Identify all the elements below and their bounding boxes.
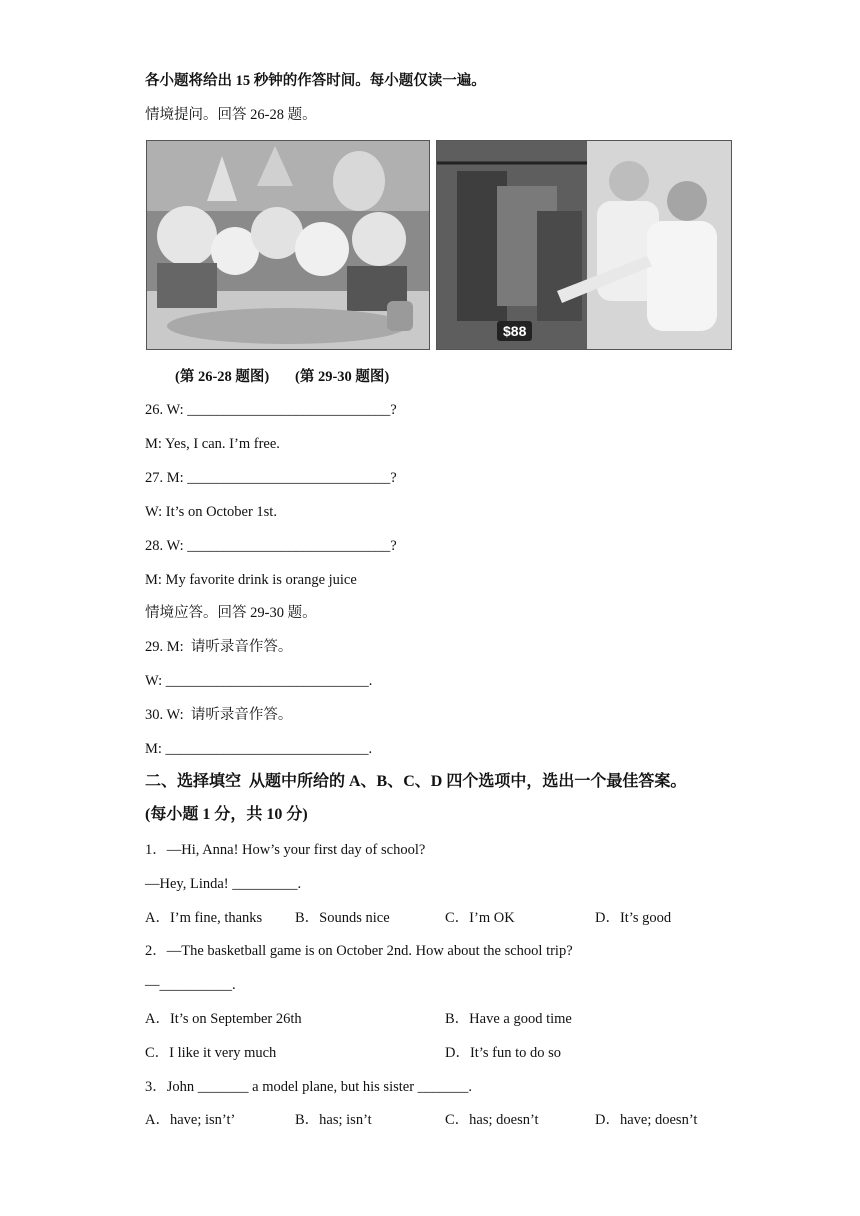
q3-option-c: C．has; doesn’t: [445, 1112, 539, 1128]
q30-prompt: 30. W: 请听录音作答。: [145, 707, 293, 723]
section-2-subtitle: (每小题 1 分，共 10 分): [145, 806, 308, 823]
birthday-party-photo: [146, 140, 430, 350]
q28-prompt: 28. W: ____________________________?: [145, 538, 397, 554]
price-tag: $88: [497, 321, 532, 341]
q2-stem-reply: —__________.: [145, 977, 236, 993]
q2-option-d: D．It’s fun to do so: [445, 1045, 561, 1061]
clothing-shop-photo: [436, 140, 732, 350]
q1-option-a: A．I’m fine, thanks: [145, 910, 263, 926]
context-line-26-28: 情境提问。回答 26-28 题。: [145, 107, 317, 123]
q3-option-a: A．have; isn’t’: [145, 1112, 236, 1128]
context-line-29-30: 情境应答。回答 29-30 题。: [145, 605, 317, 621]
q30-reply: M: ____________________________.: [145, 741, 373, 757]
q2-option-c: C．I like it very much: [145, 1045, 277, 1061]
q28-reply: M: My favorite drink is orange juice: [145, 572, 357, 588]
q27-prompt: 27. M: ____________________________?: [145, 470, 397, 486]
q2-option-a: A．It’s on September 26th: [145, 1011, 302, 1027]
q2-stem: 2．—The basketball game is on October 2nd. How about the school trip?: [145, 943, 573, 959]
instruction-line: 各小题将给出 15 秒钟的作答时间。每小题仅读一遍。: [145, 73, 486, 89]
q29-prompt: 29. M: 请听录音作答。: [145, 639, 293, 655]
q29-reply: W: ____________________________.: [145, 673, 373, 689]
q3-option-b: B．has; isn’t: [295, 1112, 372, 1128]
q2-option-b: B．Have a good time: [445, 1011, 572, 1027]
caption-right: (第 29-30 题图): [295, 369, 390, 385]
q1-stem: 1．—Hi, Anna! How’s your first day of school?: [145, 842, 426, 858]
q26-prompt: 26. W: ____________________________?: [145, 402, 397, 418]
birthday-party-illustration: [147, 141, 430, 350]
q1-option-c: C．I’m OK: [445, 910, 515, 926]
q1-option-b: B．Sounds nice: [295, 910, 390, 926]
clothing-shop-illustration: [437, 141, 732, 350]
q1-stem-reply: —Hey, Linda! _________.: [145, 876, 302, 892]
q1-option-d: D．It’s good: [595, 910, 672, 926]
caption-left: (第 26-28 题图): [175, 369, 270, 385]
q27-reply: W: It’s on October 1st.: [145, 504, 277, 520]
section-2-title: 二、选择填空 从题中所给的 A、B、C、D 四个选项中，选出一个最佳答案。: [145, 773, 687, 790]
q3-stem: 3．John _______ a model plane, but his sister _______.: [145, 1079, 473, 1095]
q3-option-d: D．have; doesn’t: [595, 1112, 698, 1128]
q26-reply: M: Yes, I can. I’m free.: [145, 436, 280, 452]
